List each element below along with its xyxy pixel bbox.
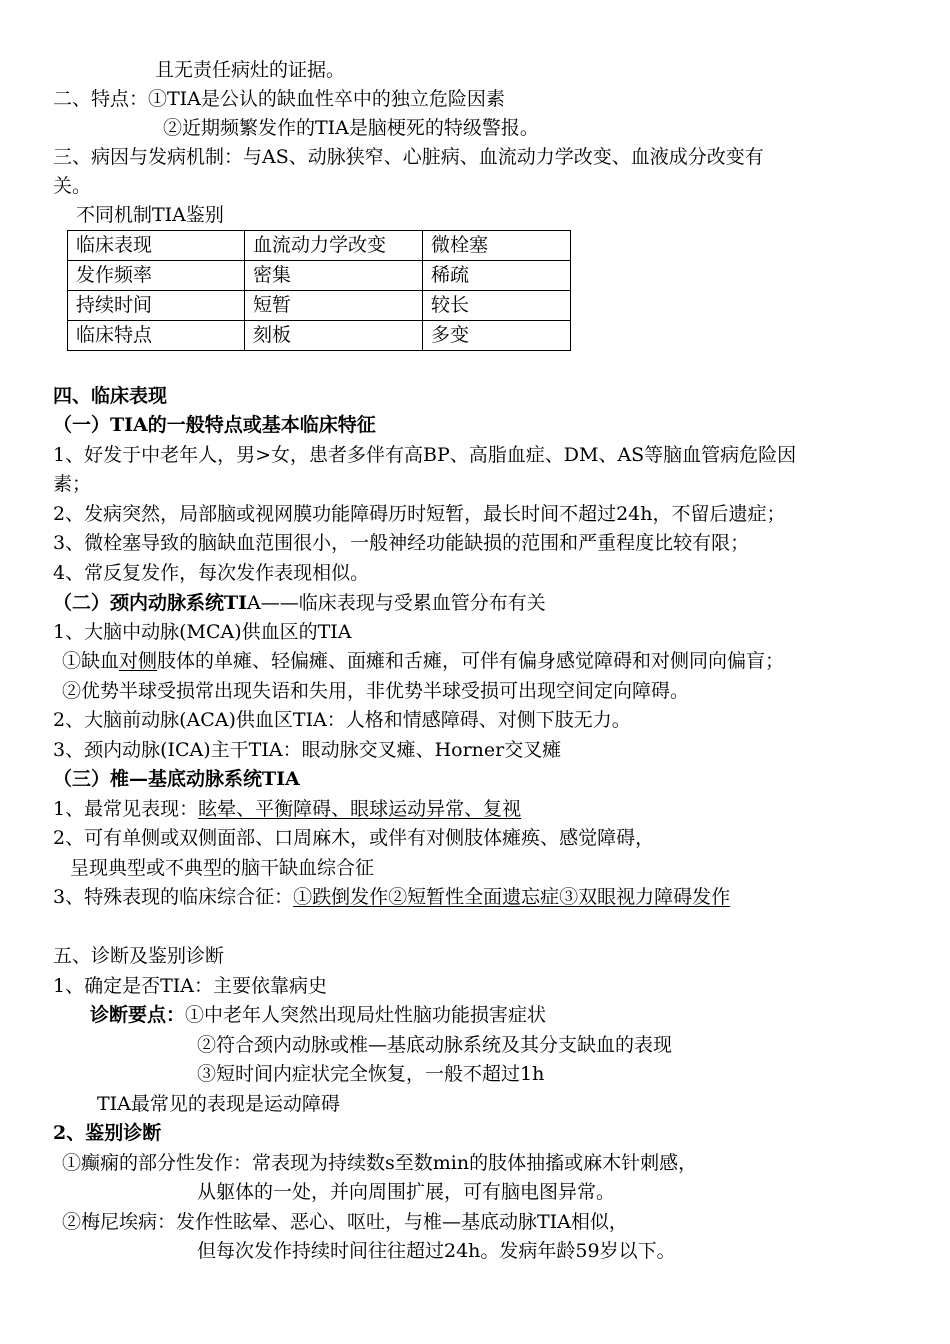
vb-item-1-underlined: 眩晕、平衡障碍、眼球运动异常、复视	[198, 798, 522, 820]
diagnosis-point-2: ②符合颈内动脉或椎—基底动脉系统及其分支缺血的表现	[197, 1034, 673, 1056]
table-cell: 密集	[245, 261, 423, 291]
subheading-carotid	[53, 589, 546, 619]
carotid-item-2: 2、大脑前动脉(ACA)供血区TIA：人格和情感障碍、对侧下肢无力。	[53, 709, 631, 731]
table-cell: 刻板	[245, 321, 423, 351]
carotid-item-1a-pre: ①缺血	[62, 650, 120, 672]
differential-item-2b: 但每次发作持续时间往往超过24h。发病年龄59岁以下。	[197, 1240, 676, 1262]
differential-item-1b: 从躯体的一处，并向周围扩展，可有脑电图异常。	[197, 1181, 616, 1203]
diagnosis-item-1: 1、确定是否TIA：主要依靠病史	[53, 975, 327, 997]
table-cell: 较长	[423, 291, 571, 321]
subheading-vertebrobasilar: （三）椎—基底动脉系统TIA	[53, 768, 300, 790]
table-cell: 多变	[423, 321, 571, 351]
table-cell: 短暂	[245, 291, 423, 321]
mechanism-comparison-table	[67, 230, 571, 351]
carotid-item-1b: ②优势半球受损常出现失语和失用，非优势半球受损可出现空间定向障碍。	[62, 680, 690, 702]
general-item-1b: 素；	[53, 473, 92, 495]
table-cell: 持续时间	[68, 291, 245, 321]
table-row	[68, 291, 571, 321]
table-row	[68, 321, 571, 351]
table-cell: 临床特点	[68, 321, 245, 351]
etiology-line-1: 三、病因与发病机制：与AS、动脉狭窄、心脏病、血流动力学改变、血液成分改变有	[53, 146, 764, 168]
section-heading-diagnosis: 五、诊断及鉴别诊断	[53, 945, 225, 967]
subheading-general-features: （一）TIA的一般特点或基本临床特征	[53, 414, 376, 436]
diagnosis-points-label: 诊断要点：	[90, 1004, 186, 1026]
carotid-item-1a-underlined: 对侧	[119, 650, 158, 672]
diagnosis-point-3: ③短时间内症状完全恢复，一般不超过1h	[197, 1063, 545, 1085]
table-header-cell: 微栓塞	[423, 231, 571, 261]
carotid-item-3: 3、颈内动脉(ICA)主干TIA：眼动脉交叉瘫、Horner交叉瘫	[53, 739, 562, 761]
table-cell: 稀疏	[423, 261, 571, 291]
carotid-item-1a-post: 肢体的单瘫、轻偏瘫、面瘫和舌瘫，可伴有偏身感觉障碍和对侧同向偏盲；	[157, 650, 785, 672]
etiology-line-2: 关。	[53, 175, 92, 197]
general-item-4: 4、常反复发作，每次发作表现相似。	[53, 562, 370, 584]
table-title: 不同机制TIA鉴别	[76, 204, 224, 226]
diagnosis-points-line-1	[90, 1001, 546, 1031]
section-heading-clinical: 四、临床表现	[53, 385, 168, 407]
vb-item-3-underlined: ①跌倒发作②短暂性全面遗忘症③双眼视力障碍发作	[293, 886, 731, 908]
subheading-carotid-rest: A——临床表现与受累血管分布有关	[247, 592, 546, 614]
general-item-3: 3、微栓塞导致的脑缺血范围很小，一般神经功能缺损的范围和严重程度比较有限；	[53, 532, 750, 554]
general-item-2: 2、发病突然，局部脑或视网膜功能障碍历时短暂，最长时间不超过24h，不留后遗症；	[53, 503, 786, 525]
diagnosis-point-1: ①中老年人突然出现局灶性脑功能损害症状	[185, 1004, 547, 1026]
differential-item-1a: ①癫痫的部分性发作：常表现为持续数s至数min的肢体抽搐或麻木针刺感，	[62, 1152, 698, 1174]
diagnosis-note: TIA最常见的表现是运动障碍	[97, 1093, 340, 1115]
table-header-cell: 血流动力学改变	[245, 231, 423, 261]
table-header-row	[68, 231, 571, 261]
table-header-cell: 临床表现	[68, 231, 245, 261]
differential-item-2a: ②梅尼埃病：发作性眩晕、恶心、呕吐，与椎—基底动脉TIA相似，	[62, 1211, 628, 1233]
carotid-item-1a	[62, 647, 784, 677]
carotid-item-1: 1、大脑中动脉(MCA)供血区的TIA	[53, 621, 352, 643]
vb-item-2b: 呈现典型或不典型的脑干缺血综合征	[70, 857, 375, 879]
vb-item-3-pre: 3、特殊表现的临床综合征：	[53, 886, 294, 908]
vb-item-1-pre: 1、最常见表现：	[53, 798, 199, 820]
vb-item-2a: 2、可有单侧或双侧面部、口周麻木，或伴有对侧肢体瘫痪、感觉障碍，	[53, 827, 655, 849]
subheading-carotid-bold: （二）颈内动脉系统TI	[53, 592, 248, 614]
table-cell: 发作频率	[68, 261, 245, 291]
features-line-1: 二、特点：①TIA是公认的缺血性卒中的独立危险因素	[53, 88, 505, 110]
intro-line: 且无责任病灶的证据。	[155, 59, 346, 81]
subheading-differential: 2、鉴别诊断	[53, 1122, 162, 1144]
vb-item-1	[53, 795, 521, 825]
features-line-2: ②近期频繁发作的TIA是脑梗死的特级警报。	[163, 117, 539, 139]
vb-item-3	[53, 883, 730, 913]
table-row	[68, 261, 571, 291]
general-item-1a: 1、好发于中老年人，男>女，患者多伴有高BP、高脂血症、DM、AS等脑血管病危险因	[53, 444, 797, 466]
